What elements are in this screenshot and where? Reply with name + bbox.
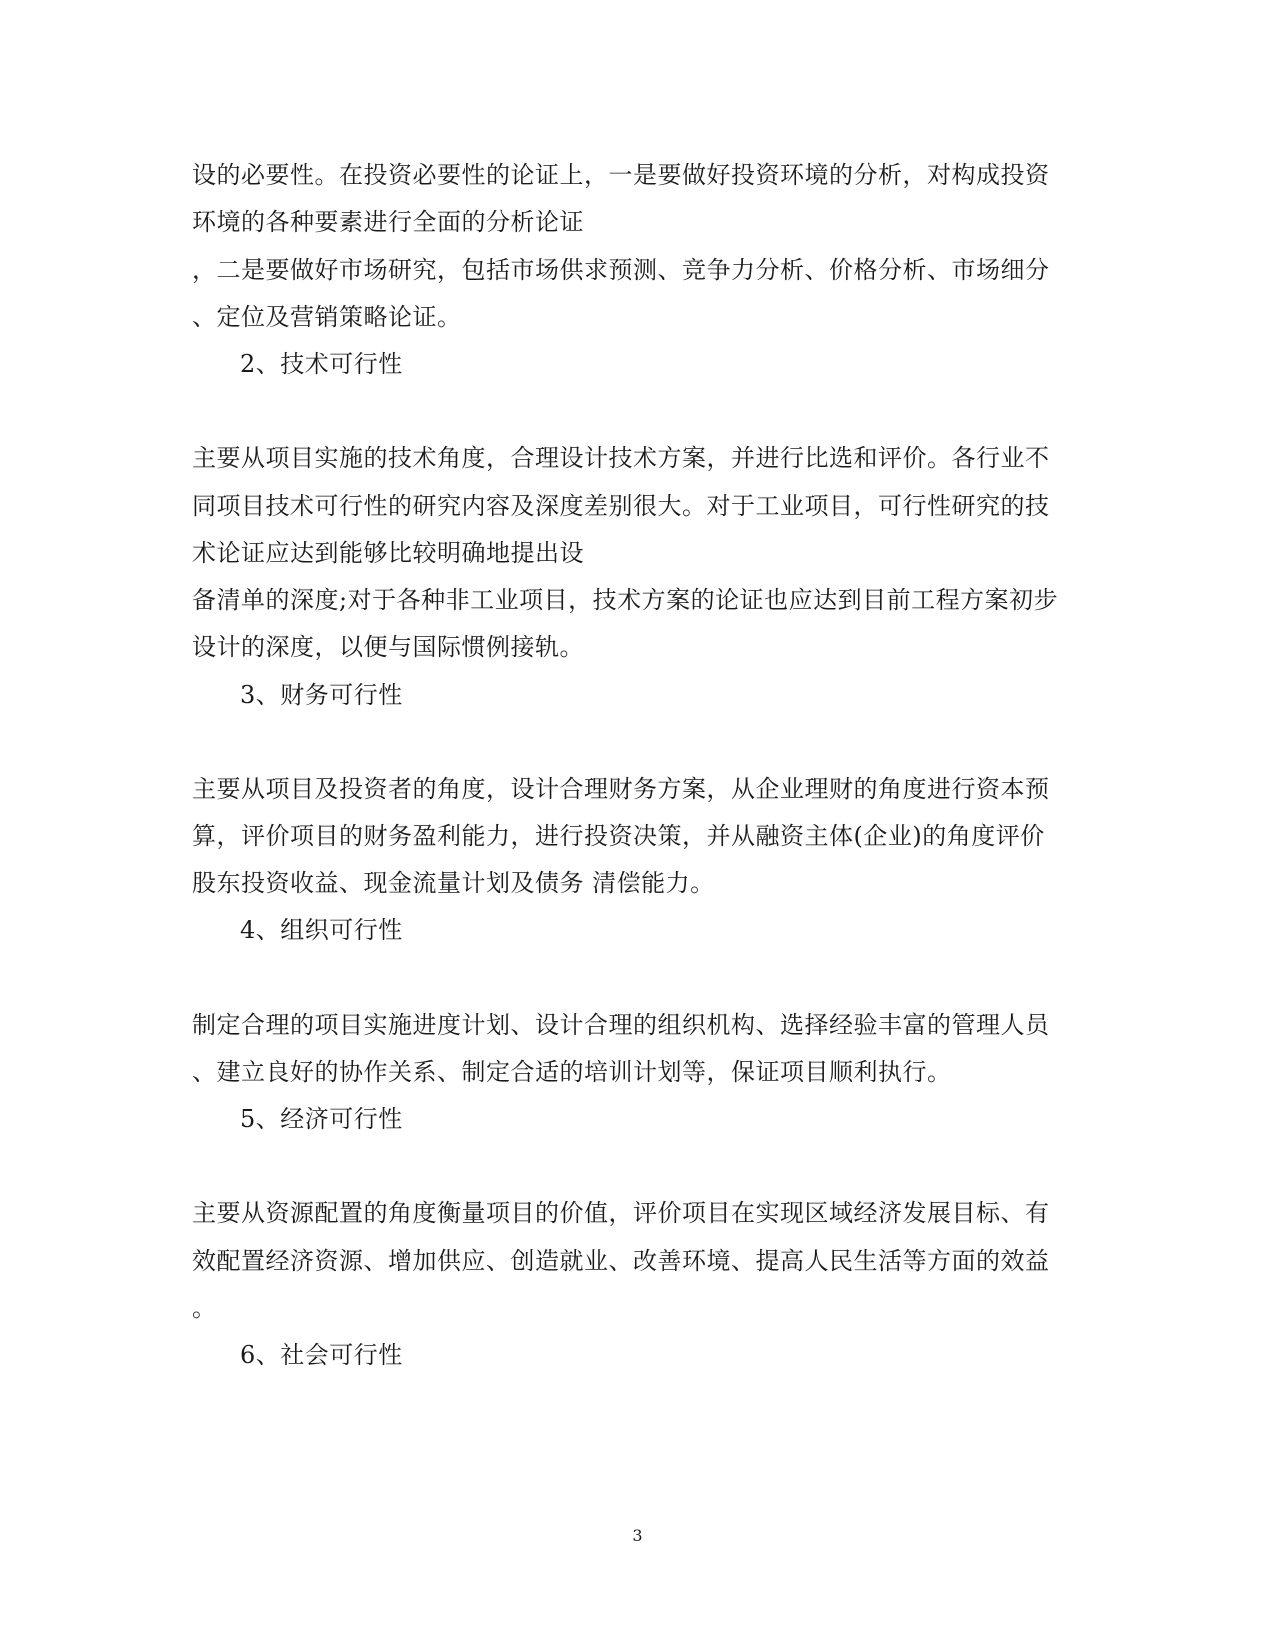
paragraph-line: 主要从资源配置的角度衡量项目的价值，评价项目在实现区域经济发展目标、有	[192, 1199, 1050, 1227]
paragraph-line: 制定合理的项目实施进度计划、设计合理的组织机构、选择经验丰富的管理人员	[192, 1011, 1050, 1039]
section-heading-organizational: 4、组织可行性	[240, 916, 403, 944]
paragraph-line: 设的必要性。在投资必要性的论证上，一是要做好投资环境的分析，对构成投资	[192, 161, 1050, 189]
section-heading-financial: 3、财务可行性	[240, 681, 403, 709]
paragraph-line: 主要从项目及投资者的角度，设计合理财务方案，从企业理财的角度进行资本预	[192, 775, 1050, 803]
paragraph-line: 同项目技术可行性的研究内容及深度差别很大。对于工业项目，可行性研究的技	[192, 492, 1050, 520]
paragraph-line: 设计的深度，以便与国际惯例接轨。	[192, 633, 584, 661]
paragraph-line: 效配置经济资源、增加供应、创造就业、改善环境、提高人民生活等方面的效益	[192, 1247, 1050, 1275]
paragraph-line: 、定位及营销策略论证。	[192, 303, 462, 331]
section-heading-technical: 2、技术可行性	[240, 350, 403, 378]
paragraph-line: 算，评价项目的财务盈利能力，进行投资决策，并从融资主体(企业)的角度评价	[192, 822, 1045, 850]
paragraph-line: 。	[192, 1294, 217, 1322]
paragraph-line: 环境的各种要素进行全面的分析论证	[192, 208, 584, 236]
paragraph-line: 主要从项目实施的技术角度，合理设计技术方案，并进行比选和评价。各行业不	[192, 444, 1050, 472]
section-heading-economic: 5、经济可行性	[240, 1105, 403, 1133]
paragraph-line: 备清单的深度;对于各种非工业项目，技术方案的论证也应达到目前工程方案初步	[192, 586, 1059, 614]
paragraph-line: 术论证应达到能够比较明确地提出设	[192, 539, 584, 567]
paragraph-line: 、建立良好的协作关系、制定合适的培训计划等，保证项目顺利执行。	[192, 1058, 952, 1086]
paragraph-line: 股东投资收益、现金流量计划及债务 清偿能力。	[192, 869, 715, 897]
section-heading-social: 6、社会可行性	[240, 1341, 403, 1369]
paragraph-line: ，二是要做好市场研究，包括市场供求预测、竞争力分析、价格分析、市场细分	[192, 256, 1050, 284]
page-number: 3	[632, 1526, 643, 1545]
